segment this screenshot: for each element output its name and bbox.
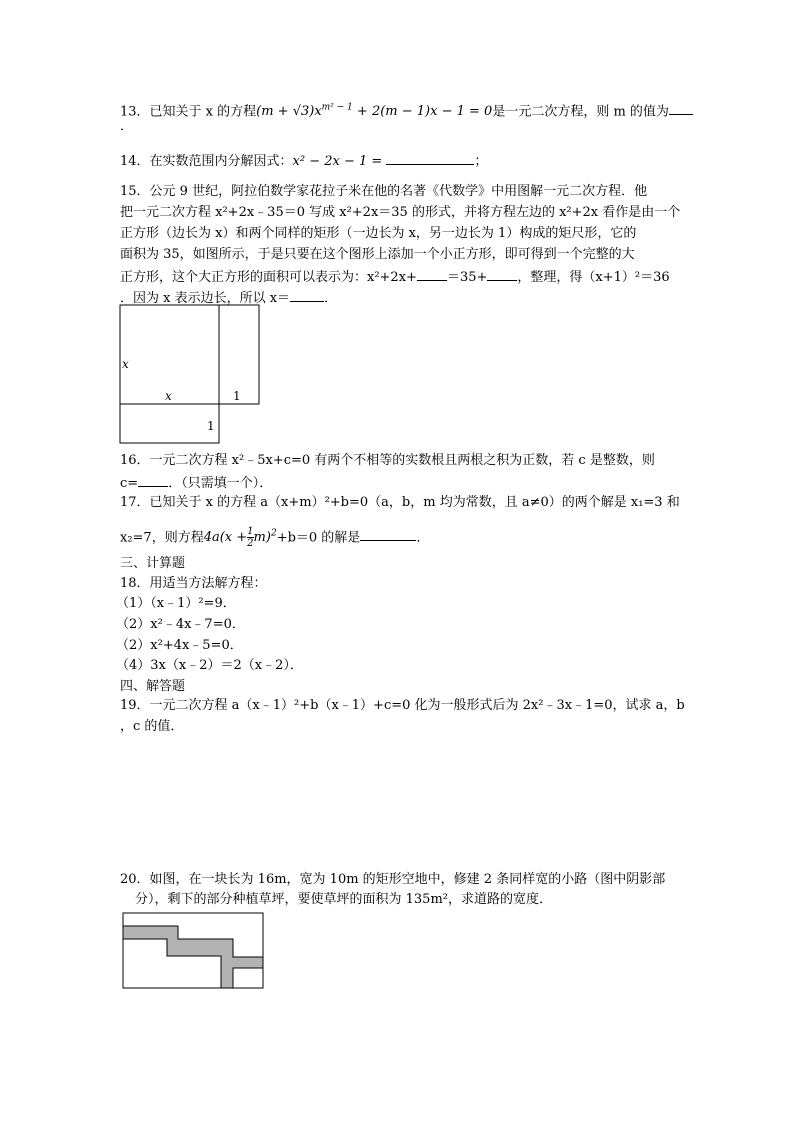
q13-prefix: 13．已知关于 x 的方程: [120, 104, 257, 120]
q14-prefix: 14．在实数范围内分解因式：: [120, 154, 293, 169]
q15-label-bottom-x: x: [165, 389, 172, 403]
q18-title: 18．用适当方法解方程：: [120, 576, 267, 591]
q20-line-2: 分），剩下的部分种植草坪，要使草坪的面积为 135m²，求道路的宽度．: [135, 892, 552, 907]
q15-label-lower-1: 1: [207, 419, 215, 433]
q16-line-2: c= ．（只需填一个）．: [120, 476, 273, 491]
q14-line: 14．在实数范围内分解因式：x² − 2x − 1 = ；: [120, 154, 488, 169]
q15-line-3: 正方形（边长为 x）和两个同样的矩形（一边长为 x，另一边长为 1）构成的矩尺形，它的: [120, 226, 637, 241]
q20-line-1: 20．如图，在一块长为 16m，宽为 10m 的矩形空地中，修建 2 条同样宽的小路（图中阴影部: [120, 872, 666, 887]
section-3-heading: 三、计算题: [120, 556, 186, 571]
q15-line-6: ．因为 x 表示边长，所以 x＝ ．: [120, 291, 338, 306]
q16-line-1: 16．一元二次方程 x²﹣5x+c=0 有两个不相等的实数根且两根之积为正数，若 c 是整数，则: [120, 453, 655, 468]
q17-equation: 4a(x + $\frac{1}{2}$ m)$^2$: [203, 526, 277, 550]
q15-label-left-x: x: [122, 357, 129, 371]
q17-line-2: x₂=7，则方程4a(x + $\frac{1}{2}$ m)$^2$+b＝0 的解是 ．: [120, 526, 430, 550]
q19-line-1: 19．一元二次方程 a（x﹣1）²+b（x﹣1）+c=0 化为一般形式后为 2x²﹣3x﹣1=0，试求 a，b: [120, 698, 685, 713]
q15-blank-3[interactable]: [290, 289, 324, 302]
q17-line-1: 17．已知关于 x 的方程 a（x+m）²+b=0（a，b，m 均为常数，且 a≠0）的两个解是 x₁=3 和: [120, 495, 680, 510]
q15-label-right-1: 1: [233, 389, 241, 403]
q20-figure: [122, 912, 268, 992]
q15-figure: [119, 304, 265, 446]
q15-line-1: 15．公元 9 世纪，阿拉伯数学家花拉子米在他的名著《代数学》中用图解一元二次方程．他: [120, 184, 648, 199]
q15-bottom-rect: [120, 404, 219, 443]
q13-answer-blank[interactable]: [669, 102, 693, 115]
q15-line-5: 正方形，这个大正方形的面积可以表示为：x²+2x+ ＝35+ ，整理，得（x+1）²＝36: [120, 270, 670, 285]
q14-expression: x² − 2x − 1 =: [292, 154, 383, 169]
q13-suffix: 是一元二次方程，则 m 的值为: [492, 104, 669, 120]
q15-blank-2[interactable]: [487, 268, 517, 281]
q18-item-1: （1）（x﹣1）²=9．: [116, 596, 236, 611]
section-4-heading: 四、解答题: [120, 679, 186, 694]
q15-line-2: 把一元二次方程 x²+2x﹣35＝0 写成 x²+2x＝35 的形式，并将方程左边的 x²+2x 看作是由一个: [120, 205, 681, 220]
q13-line: [120, 100, 693, 120]
q18-item-2: （2）x²﹣4x﹣7=0．: [116, 617, 245, 632]
q18-item-4: （4）3x（x﹣2）＝2（x﹣2）．: [116, 658, 303, 673]
q14-answer-blank[interactable]: [386, 152, 474, 165]
q19-line-2: ，c 的值．: [120, 719, 184, 734]
q18-item-3: （2）x²+4x﹣5=0．: [116, 638, 243, 653]
q16-answer-blank[interactable]: [138, 474, 168, 487]
q17-answer-blank[interactable]: [360, 528, 416, 541]
q15-line-4: 面积为 35，如图所示，于是只要在这个图形上添加一个小正方形，即可得到一个完整的大: [120, 247, 635, 262]
q15-blank-1[interactable]: [417, 268, 447, 281]
q13-end: ．: [120, 119, 134, 134]
q13-equation: $(m + √3)x^{m^2 - 1} + 2(m - 1)x - 1 = 0$: [256, 103, 493, 120]
